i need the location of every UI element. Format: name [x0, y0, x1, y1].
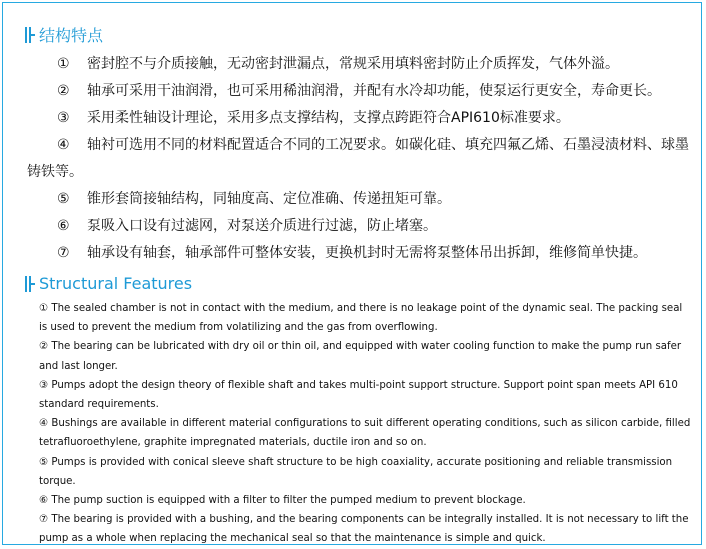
feature-text: 锥形套筒接轴结构，同轴度高、定位准确、传递扭矩可靠。: [87, 191, 451, 207]
feature-item-english: ③ Pumps adopt the design theory of flexible shaft and takes multi-point support structure. Support point span meets API 610 standard requirements.: [39, 379, 678, 411]
feature-number: ①: [57, 56, 70, 72]
feature-number: ②: [57, 83, 70, 99]
section-marker-icon: [25, 27, 35, 43]
feature-number: ⑤: [57, 191, 70, 207]
section-marker-icon: [25, 276, 35, 292]
features-list-chinese: [27, 51, 691, 267]
feature-text: 轴衬可选用不同的材料配置适合不同的工况要求。如碳化硅、填充四氟乙烯、石墨浸渍材料、球墨铸铁等。: [27, 137, 689, 180]
feature-item-chinese: [27, 51, 691, 78]
feature-item-chinese: [27, 213, 691, 240]
section-title-chinese: 结构特点: [39, 26, 104, 45]
feature-text: 泵吸入口设有过滤网，对泵送介质进行过滤，防止堵塞。: [87, 218, 437, 234]
feature-item-chinese: [27, 240, 691, 267]
feature-item-english: ⑦ The bearing is provided with a bushing, and the bearing components can be integrally installed. It is not necessary to lift the pump as a whole when replacing the mechanical seal so that the maintenance is simple and quick.: [39, 514, 689, 545]
feature-item-english: ⑥ The pump suction is equipped with a filter to filter the pumped medium to prevent blockage.: [39, 495, 526, 507]
feature-number: ③: [57, 110, 70, 126]
feature-item-chinese: [27, 78, 691, 105]
section-heading-chinese: [25, 23, 103, 46]
section-title-english: Structural Features: [39, 274, 193, 293]
section-heading-english: [25, 274, 192, 293]
feature-number: ⑦: [57, 245, 70, 261]
features-list-english: [39, 299, 691, 549]
feature-text: 采用柔性轴设计理论，采用多点支撑结构，支撑点跨距符合API610标准要求。: [87, 110, 570, 126]
feature-number: ④: [57, 137, 70, 153]
feature-item-english: ⑤ Pumps is provided with conical sleeve shaft structure to be high coaxiality, accurate positioning and reliable transmission torque.: [39, 456, 673, 487]
feature-item-english: ② The bearing can be lubricated with dry oil or thin oil, and equipped with water cooling function to make the pump run safer and last longer.: [39, 341, 682, 372]
content-frame: [2, 2, 702, 545]
feature-item-english: ④ Bushings are available in different material configurations to suit different operating conditions, such as silicon carbide, filled tetrafluoroethylene, graphite impregnated materials, ductile iron and so on.: [39, 418, 691, 449]
feature-item-chinese: [27, 105, 691, 132]
feature-text: 轴承设有轴套，轴承部件可整体安装，更换机封时无需将泵整体吊出拆卸，维修简单快捷。: [87, 245, 647, 261]
feature-item-chinese: [27, 186, 691, 213]
feature-item-english: ① The sealed chamber is not in contact with the medium, and there is no leakage point of the dynamic seal. The packing seal is used to prevent the medium from volatilizing and the gas from overflowing.: [39, 303, 683, 334]
feature-item-chinese: [27, 132, 691, 186]
feature-number: ⑥: [57, 218, 70, 234]
feature-text: 轴承可采用干油润滑，也可采用稀油润滑，并配有水冷却功能，使泵运行更安全，寿命更长。: [87, 83, 661, 99]
feature-text: 密封腔不与介质接触，无动密封泄漏点，常规采用填料密封防止介质挥发，气体外溢。: [87, 56, 619, 72]
